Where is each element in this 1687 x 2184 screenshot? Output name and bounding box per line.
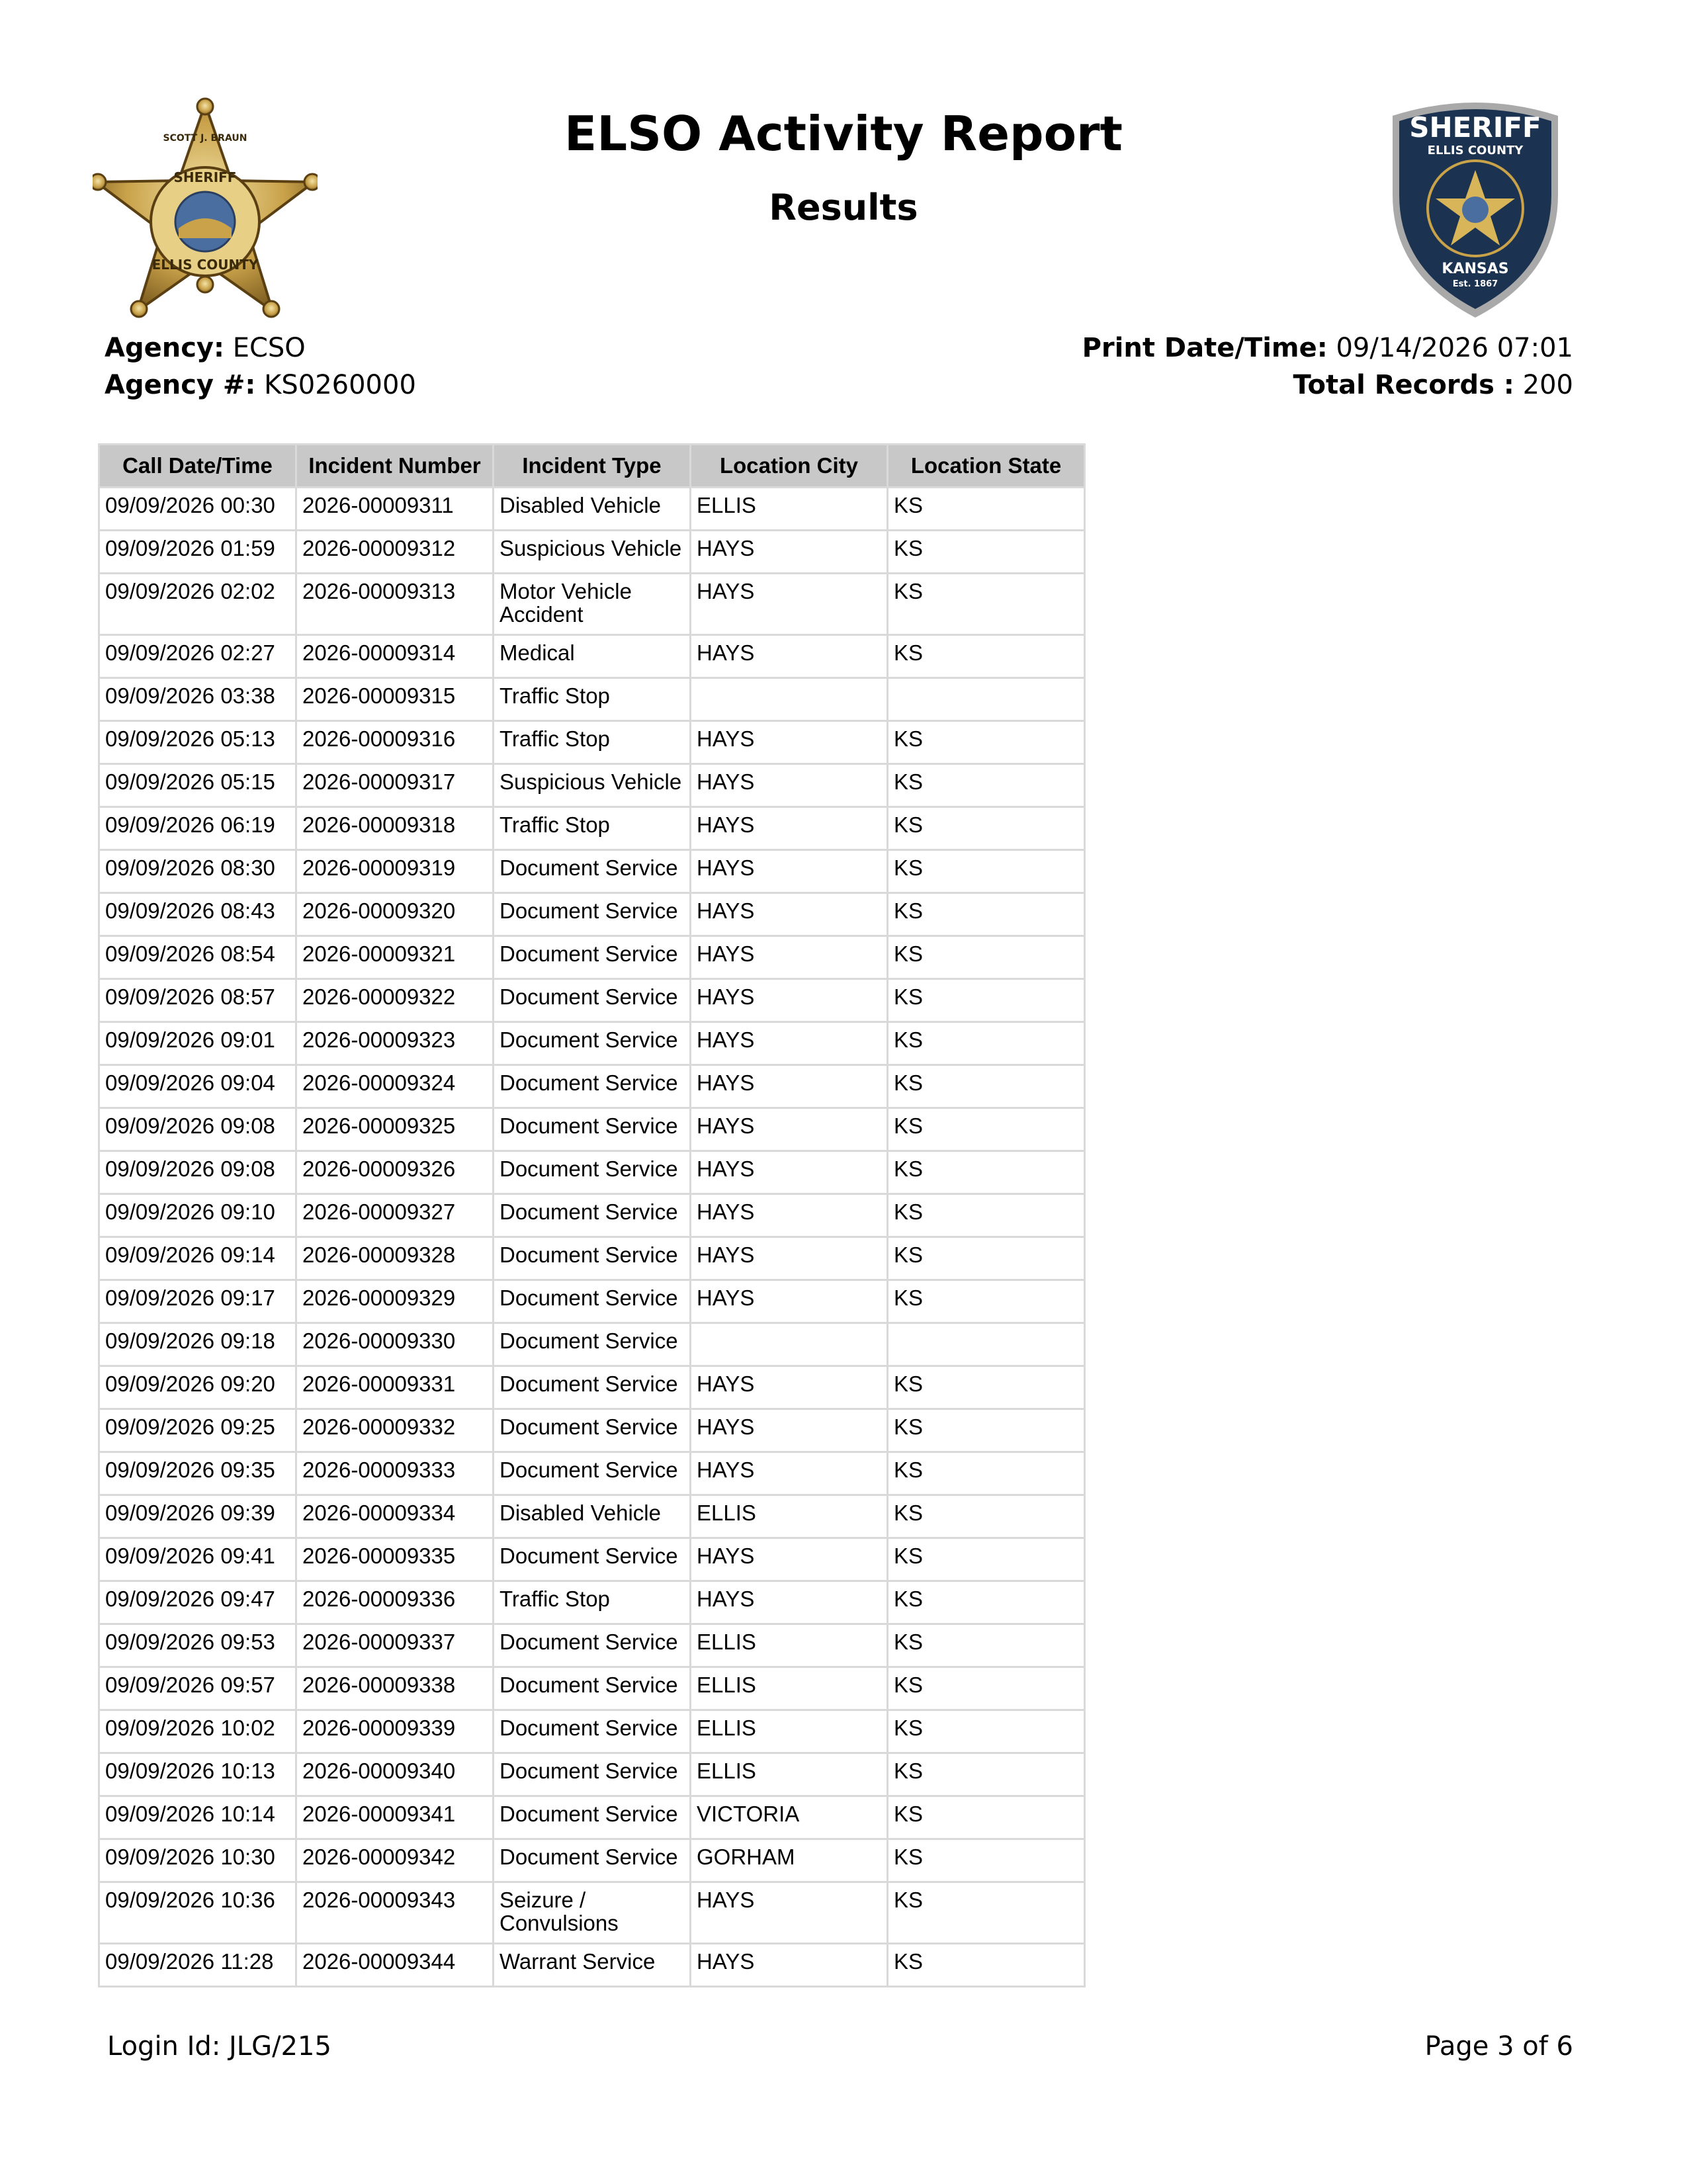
- table-row: [99, 1194, 1085, 1237]
- location-city-cell: HAYS: [691, 721, 888, 764]
- incident-number-cell: 2026-00009343: [296, 1882, 494, 1944]
- incident-number-cell: 2026-00009334: [296, 1495, 494, 1538]
- location-city-cell: HAYS: [691, 1022, 888, 1065]
- call-datetime-cell: 09/09/2026 05:13: [99, 721, 296, 764]
- location-city-cell: HAYS: [691, 1065, 888, 1108]
- call-datetime-cell: 09/09/2026 08:30: [99, 850, 296, 893]
- location-city-cell: HAYS: [691, 1366, 888, 1409]
- location-state-cell: KS: [888, 1667, 1085, 1710]
- page-number: Page 3 of 6: [1424, 2031, 1573, 2062]
- call-datetime-cell: 09/09/2026 02:02: [99, 574, 296, 635]
- table-row: [99, 807, 1085, 850]
- location-state-cell: KS: [888, 1944, 1085, 1987]
- table-row: [99, 1108, 1085, 1151]
- location-state-cell: KS: [888, 936, 1085, 979]
- table-row: [99, 936, 1085, 979]
- incident-type-cell: Document Service: [494, 1710, 691, 1753]
- table-row: [99, 678, 1085, 721]
- call-datetime-cell: 09/09/2026 08:54: [99, 936, 296, 979]
- table-row: [99, 1022, 1085, 1065]
- table-row: [99, 1667, 1085, 1710]
- incident-number-cell: 2026-00009317: [296, 764, 494, 807]
- incident-type-cell: Document Service: [494, 1323, 691, 1366]
- incident-number-cell: 2026-00009320: [296, 893, 494, 936]
- location-state-cell: KS: [888, 1409, 1085, 1452]
- svg-text:ELLIS COUNTY: ELLIS COUNTY: [1427, 144, 1524, 157]
- table-row: [99, 1065, 1085, 1108]
- incident-type-cell: Document Service: [494, 1022, 691, 1065]
- location-city-cell: ELLIS: [691, 1753, 888, 1796]
- agency-info: [105, 329, 416, 404]
- incident-number-cell: 2026-00009335: [296, 1538, 494, 1581]
- call-datetime-cell: 09/09/2026 09:08: [99, 1108, 296, 1151]
- location-city-cell: ELLIS: [691, 1667, 888, 1710]
- table-row: [99, 1839, 1085, 1882]
- table-row: [99, 1581, 1085, 1624]
- call-datetime-cell: 09/09/2026 09:04: [99, 1065, 296, 1108]
- call-datetime-cell: 09/09/2026 09:14: [99, 1237, 296, 1280]
- incident-type-cell: Suspicious Vehicle: [494, 764, 691, 807]
- call-datetime-cell: 09/09/2026 02:27: [99, 635, 296, 678]
- location-city-cell: HAYS: [691, 1237, 888, 1280]
- report-title: ELSO Activity Report: [564, 106, 1123, 161]
- incident-number-cell: 2026-00009329: [296, 1280, 494, 1323]
- call-datetime-cell: 09/09/2026 09:57: [99, 1667, 296, 1710]
- incident-type-cell: Document Service: [494, 1538, 691, 1581]
- call-datetime-cell: 09/09/2026 06:19: [99, 807, 296, 850]
- location-city-cell: GORHAM: [691, 1839, 888, 1882]
- incident-type-cell: Traffic Stop: [494, 1581, 691, 1624]
- incident-number-cell: 2026-00009336: [296, 1581, 494, 1624]
- location-city-cell: HAYS: [691, 807, 888, 850]
- svg-text:SHERIFF: SHERIFF: [1409, 111, 1541, 144]
- incident-number-cell: 2026-00009322: [296, 979, 494, 1022]
- print-datetime-label: Print Date/Time:: [1082, 333, 1328, 363]
- table-row: [99, 1280, 1085, 1323]
- svg-text:SHERIFF: SHERIFF: [173, 169, 237, 185]
- incident-type-cell: Document Service: [494, 1796, 691, 1839]
- incident-type-cell: Traffic Stop: [494, 678, 691, 721]
- incident-number-cell: 2026-00009324: [296, 1065, 494, 1108]
- location-state-cell: KS: [888, 1882, 1085, 1944]
- table-row: [99, 1495, 1085, 1538]
- agency-value: ECSO: [232, 333, 306, 363]
- call-datetime-cell: 09/09/2026 00:30: [99, 488, 296, 531]
- call-datetime-cell: 09/09/2026 08:57: [99, 979, 296, 1022]
- call-datetime-cell: 09/09/2026 01:59: [99, 531, 296, 574]
- incident-number-cell: 2026-00009312: [296, 531, 494, 574]
- call-datetime-cell: 09/09/2026 10:30: [99, 1839, 296, 1882]
- call-datetime-cell: 09/09/2026 09:53: [99, 1624, 296, 1667]
- agency-number-label: Agency #:: [105, 370, 256, 400]
- incident-type-cell: Motor Vehicle Accident: [494, 574, 691, 635]
- call-datetime-cell: 09/09/2026 09:01: [99, 1022, 296, 1065]
- location-state-cell: KS: [888, 850, 1085, 893]
- incident-type-cell: Document Service: [494, 850, 691, 893]
- table-row: [99, 1796, 1085, 1839]
- call-datetime-cell: 09/09/2026 10:02: [99, 1710, 296, 1753]
- incident-type-cell: Traffic Stop: [494, 807, 691, 850]
- location-city-cell: HAYS: [691, 1882, 888, 1944]
- call-datetime-cell: 09/09/2026 08:43: [99, 893, 296, 936]
- location-city-cell: [691, 678, 888, 721]
- incident-type-cell: Traffic Stop: [494, 721, 691, 764]
- location-state-cell: KS: [888, 1151, 1085, 1194]
- incident-number-cell: 2026-00009331: [296, 1366, 494, 1409]
- incident-type-cell: Document Service: [494, 1452, 691, 1495]
- incident-type-cell: Document Service: [494, 1409, 691, 1452]
- svg-text:ELLIS COUNTY: ELLIS COUNTY: [151, 257, 259, 273]
- location-city-cell: ELLIS: [691, 1624, 888, 1667]
- table-row: [99, 1237, 1085, 1280]
- incident-number-cell: 2026-00009316: [296, 721, 494, 764]
- login-id: Login Id: JLG/215: [107, 2031, 331, 2062]
- incident-type-cell: Document Service: [494, 936, 691, 979]
- location-state-cell: KS: [888, 1194, 1085, 1237]
- call-datetime-cell: 09/09/2026 09:41: [99, 1538, 296, 1581]
- table-row: [99, 721, 1085, 764]
- incident-type-cell: Document Service: [494, 1839, 691, 1882]
- incident-type-cell: Suspicious Vehicle: [494, 531, 691, 574]
- call-datetime-cell: 09/09/2026 05:15: [99, 764, 296, 807]
- location-state-cell: KS: [888, 1108, 1085, 1151]
- location-state-cell: KS: [888, 488, 1085, 531]
- incident-type-cell: Document Service: [494, 1366, 691, 1409]
- location-state-cell: KS: [888, 721, 1085, 764]
- incident-number-cell: 2026-00009341: [296, 1796, 494, 1839]
- call-datetime-cell: 09/09/2026 09:10: [99, 1194, 296, 1237]
- location-state-cell: KS: [888, 1366, 1085, 1409]
- table-row: [99, 488, 1085, 531]
- incident-number-cell: 2026-00009325: [296, 1108, 494, 1151]
- column-header-incident-number: Incident Number: [296, 445, 494, 488]
- svg-text:SCOTT J. BRAUN: SCOTT J. BRAUN: [163, 133, 247, 144]
- table-row: [99, 1538, 1085, 1581]
- location-city-cell: VICTORIA: [691, 1796, 888, 1839]
- location-state-cell: KS: [888, 1237, 1085, 1280]
- location-city-cell: ELLIS: [691, 1495, 888, 1538]
- table-row: [99, 1753, 1085, 1796]
- call-datetime-cell: 09/09/2026 10:36: [99, 1882, 296, 1944]
- incident-type-cell: Document Service: [494, 1237, 691, 1280]
- location-state-cell: KS: [888, 531, 1085, 574]
- location-city-cell: HAYS: [691, 979, 888, 1022]
- incident-number-cell: 2026-00009337: [296, 1624, 494, 1667]
- table-row: [99, 850, 1085, 893]
- table-row: [99, 764, 1085, 807]
- location-state-cell: KS: [888, 764, 1085, 807]
- svg-text:KANSAS: KANSAS: [1442, 261, 1509, 277]
- incident-number-cell: 2026-00009344: [296, 1944, 494, 1987]
- incident-number-cell: 2026-00009315: [296, 678, 494, 721]
- incident-number-cell: 2026-00009340: [296, 1753, 494, 1796]
- incident-number-cell: 2026-00009342: [296, 1839, 494, 1882]
- call-datetime-cell: 09/09/2026 09:18: [99, 1323, 296, 1366]
- incident-number-cell: 2026-00009318: [296, 807, 494, 850]
- incident-type-cell: Document Service: [494, 1753, 691, 1796]
- call-datetime-cell: 09/09/2026 09:08: [99, 1151, 296, 1194]
- call-datetime-cell: 09/09/2026 10:14: [99, 1796, 296, 1839]
- incident-number-cell: 2026-00009330: [296, 1323, 494, 1366]
- location-city-cell: HAYS: [691, 1581, 888, 1624]
- incident-number-cell: 2026-00009311: [296, 488, 494, 531]
- incident-type-cell: Document Service: [494, 1108, 691, 1151]
- incident-type-cell: Disabled Vehicle: [494, 488, 691, 531]
- incident-number-cell: 2026-00009326: [296, 1151, 494, 1194]
- table-row: [99, 1882, 1085, 1944]
- table-row: [99, 1409, 1085, 1452]
- location-city-cell: HAYS: [691, 850, 888, 893]
- location-state-cell: KS: [888, 807, 1085, 850]
- call-datetime-cell: 09/09/2026 09:17: [99, 1280, 296, 1323]
- table-row: [99, 635, 1085, 678]
- column-header-location-state: Location State: [888, 445, 1085, 488]
- incident-number-cell: 2026-00009339: [296, 1710, 494, 1753]
- location-city-cell: HAYS: [691, 635, 888, 678]
- table-row: [99, 1323, 1085, 1366]
- incident-number-cell: 2026-00009338: [296, 1667, 494, 1710]
- column-header-location-city: Location City: [691, 445, 888, 488]
- location-state-cell: [888, 678, 1085, 721]
- incident-type-cell: Document Service: [494, 979, 691, 1022]
- location-state-cell: KS: [888, 1452, 1085, 1495]
- location-state-cell: KS: [888, 1022, 1085, 1065]
- call-datetime-cell: 09/09/2026 03:38: [99, 678, 296, 721]
- location-state-cell: KS: [888, 1753, 1085, 1796]
- incident-type-cell: Document Service: [494, 1667, 691, 1710]
- location-state-cell: KS: [888, 893, 1085, 936]
- location-city-cell: HAYS: [691, 1944, 888, 1987]
- call-datetime-cell: 09/09/2026 09:47: [99, 1581, 296, 1624]
- location-city-cell: ELLIS: [691, 488, 888, 531]
- column-header-incident-type: Incident Type: [494, 445, 691, 488]
- location-state-cell: KS: [888, 979, 1085, 1022]
- incident-type-cell: Seizure / Convulsions: [494, 1882, 691, 1944]
- location-city-cell: HAYS: [691, 1151, 888, 1194]
- incident-type-cell: Disabled Vehicle: [494, 1495, 691, 1538]
- incident-number-cell: 2026-00009328: [296, 1237, 494, 1280]
- location-state-cell: KS: [888, 635, 1085, 678]
- column-header-call-datetime: Call Date/Time: [99, 445, 296, 488]
- location-state-cell: KS: [888, 1065, 1085, 1108]
- location-state-cell: KS: [888, 1710, 1085, 1753]
- location-state-cell: KS: [888, 1538, 1085, 1581]
- location-state-cell: KS: [888, 574, 1085, 635]
- print-datetime-value: 09/14/2026 07:01: [1336, 333, 1573, 363]
- call-datetime-cell: 09/09/2026 11:28: [99, 1944, 296, 1987]
- location-city-cell: HAYS: [691, 1409, 888, 1452]
- location-city-cell: HAYS: [691, 764, 888, 807]
- location-state-cell: KS: [888, 1796, 1085, 1839]
- incident-type-cell: Document Service: [494, 1151, 691, 1194]
- location-city-cell: HAYS: [691, 574, 888, 635]
- location-city-cell: HAYS: [691, 531, 888, 574]
- location-city-cell: HAYS: [691, 1452, 888, 1495]
- incident-number-cell: 2026-00009321: [296, 936, 494, 979]
- agency-label: Agency:: [105, 333, 224, 363]
- incident-type-cell: Medical: [494, 635, 691, 678]
- incident-type-cell: Document Service: [494, 1280, 691, 1323]
- call-datetime-cell: 09/09/2026 09:35: [99, 1452, 296, 1495]
- call-datetime-cell: 09/09/2026 09:39: [99, 1495, 296, 1538]
- location-city-cell: HAYS: [691, 1280, 888, 1323]
- table-row: [99, 1366, 1085, 1409]
- incident-number-cell: 2026-00009332: [296, 1409, 494, 1452]
- incident-number-cell: 2026-00009327: [296, 1194, 494, 1237]
- location-state-cell: KS: [888, 1839, 1085, 1882]
- location-city-cell: HAYS: [691, 893, 888, 936]
- call-datetime-cell: 09/09/2026 10:13: [99, 1753, 296, 1796]
- table-header-row: [99, 445, 1085, 488]
- total-records-label: Total Records :: [1293, 370, 1514, 400]
- incident-type-cell: Document Service: [494, 1194, 691, 1237]
- table-row: [99, 1452, 1085, 1495]
- svg-text:Est. 1867: Est. 1867: [1452, 279, 1498, 289]
- incident-number-cell: 2026-00009319: [296, 850, 494, 893]
- agency-number-value: KS0260000: [264, 370, 416, 400]
- table-row: [99, 531, 1085, 574]
- location-city-cell: ELLIS: [691, 1710, 888, 1753]
- call-datetime-cell: 09/09/2026 09:25: [99, 1409, 296, 1452]
- incident-number-cell: 2026-00009333: [296, 1452, 494, 1495]
- location-city-cell: [691, 1323, 888, 1366]
- incident-type-cell: Document Service: [494, 1624, 691, 1667]
- table-row: [99, 979, 1085, 1022]
- print-info: [1082, 329, 1573, 404]
- total-records-value: 200: [1522, 370, 1573, 400]
- location-city-cell: HAYS: [691, 1108, 888, 1151]
- table-row: [99, 1710, 1085, 1753]
- location-state-cell: KS: [888, 1581, 1085, 1624]
- location-state-cell: KS: [888, 1495, 1085, 1538]
- results-table: [98, 443, 1086, 1987]
- location-state-cell: KS: [888, 1624, 1085, 1667]
- incident-number-cell: 2026-00009323: [296, 1022, 494, 1065]
- incident-type-cell: Document Service: [494, 893, 691, 936]
- location-city-cell: HAYS: [691, 1538, 888, 1581]
- table-row: [99, 574, 1085, 635]
- incident-type-cell: Document Service: [494, 1065, 691, 1108]
- location-city-cell: HAYS: [691, 936, 888, 979]
- call-datetime-cell: 09/09/2026 09:20: [99, 1366, 296, 1409]
- incident-type-cell: Warrant Service: [494, 1944, 691, 1987]
- location-state-cell: [888, 1323, 1085, 1366]
- location-city-cell: HAYS: [691, 1194, 888, 1237]
- table-row: [99, 1944, 1085, 1987]
- incident-number-cell: 2026-00009314: [296, 635, 494, 678]
- table-row: [99, 1151, 1085, 1194]
- table-row: [99, 1624, 1085, 1667]
- table-row: [99, 893, 1085, 936]
- location-state-cell: KS: [888, 1280, 1085, 1323]
- incident-number-cell: 2026-00009313: [296, 574, 494, 635]
- report-subtitle: Results: [769, 187, 918, 228]
